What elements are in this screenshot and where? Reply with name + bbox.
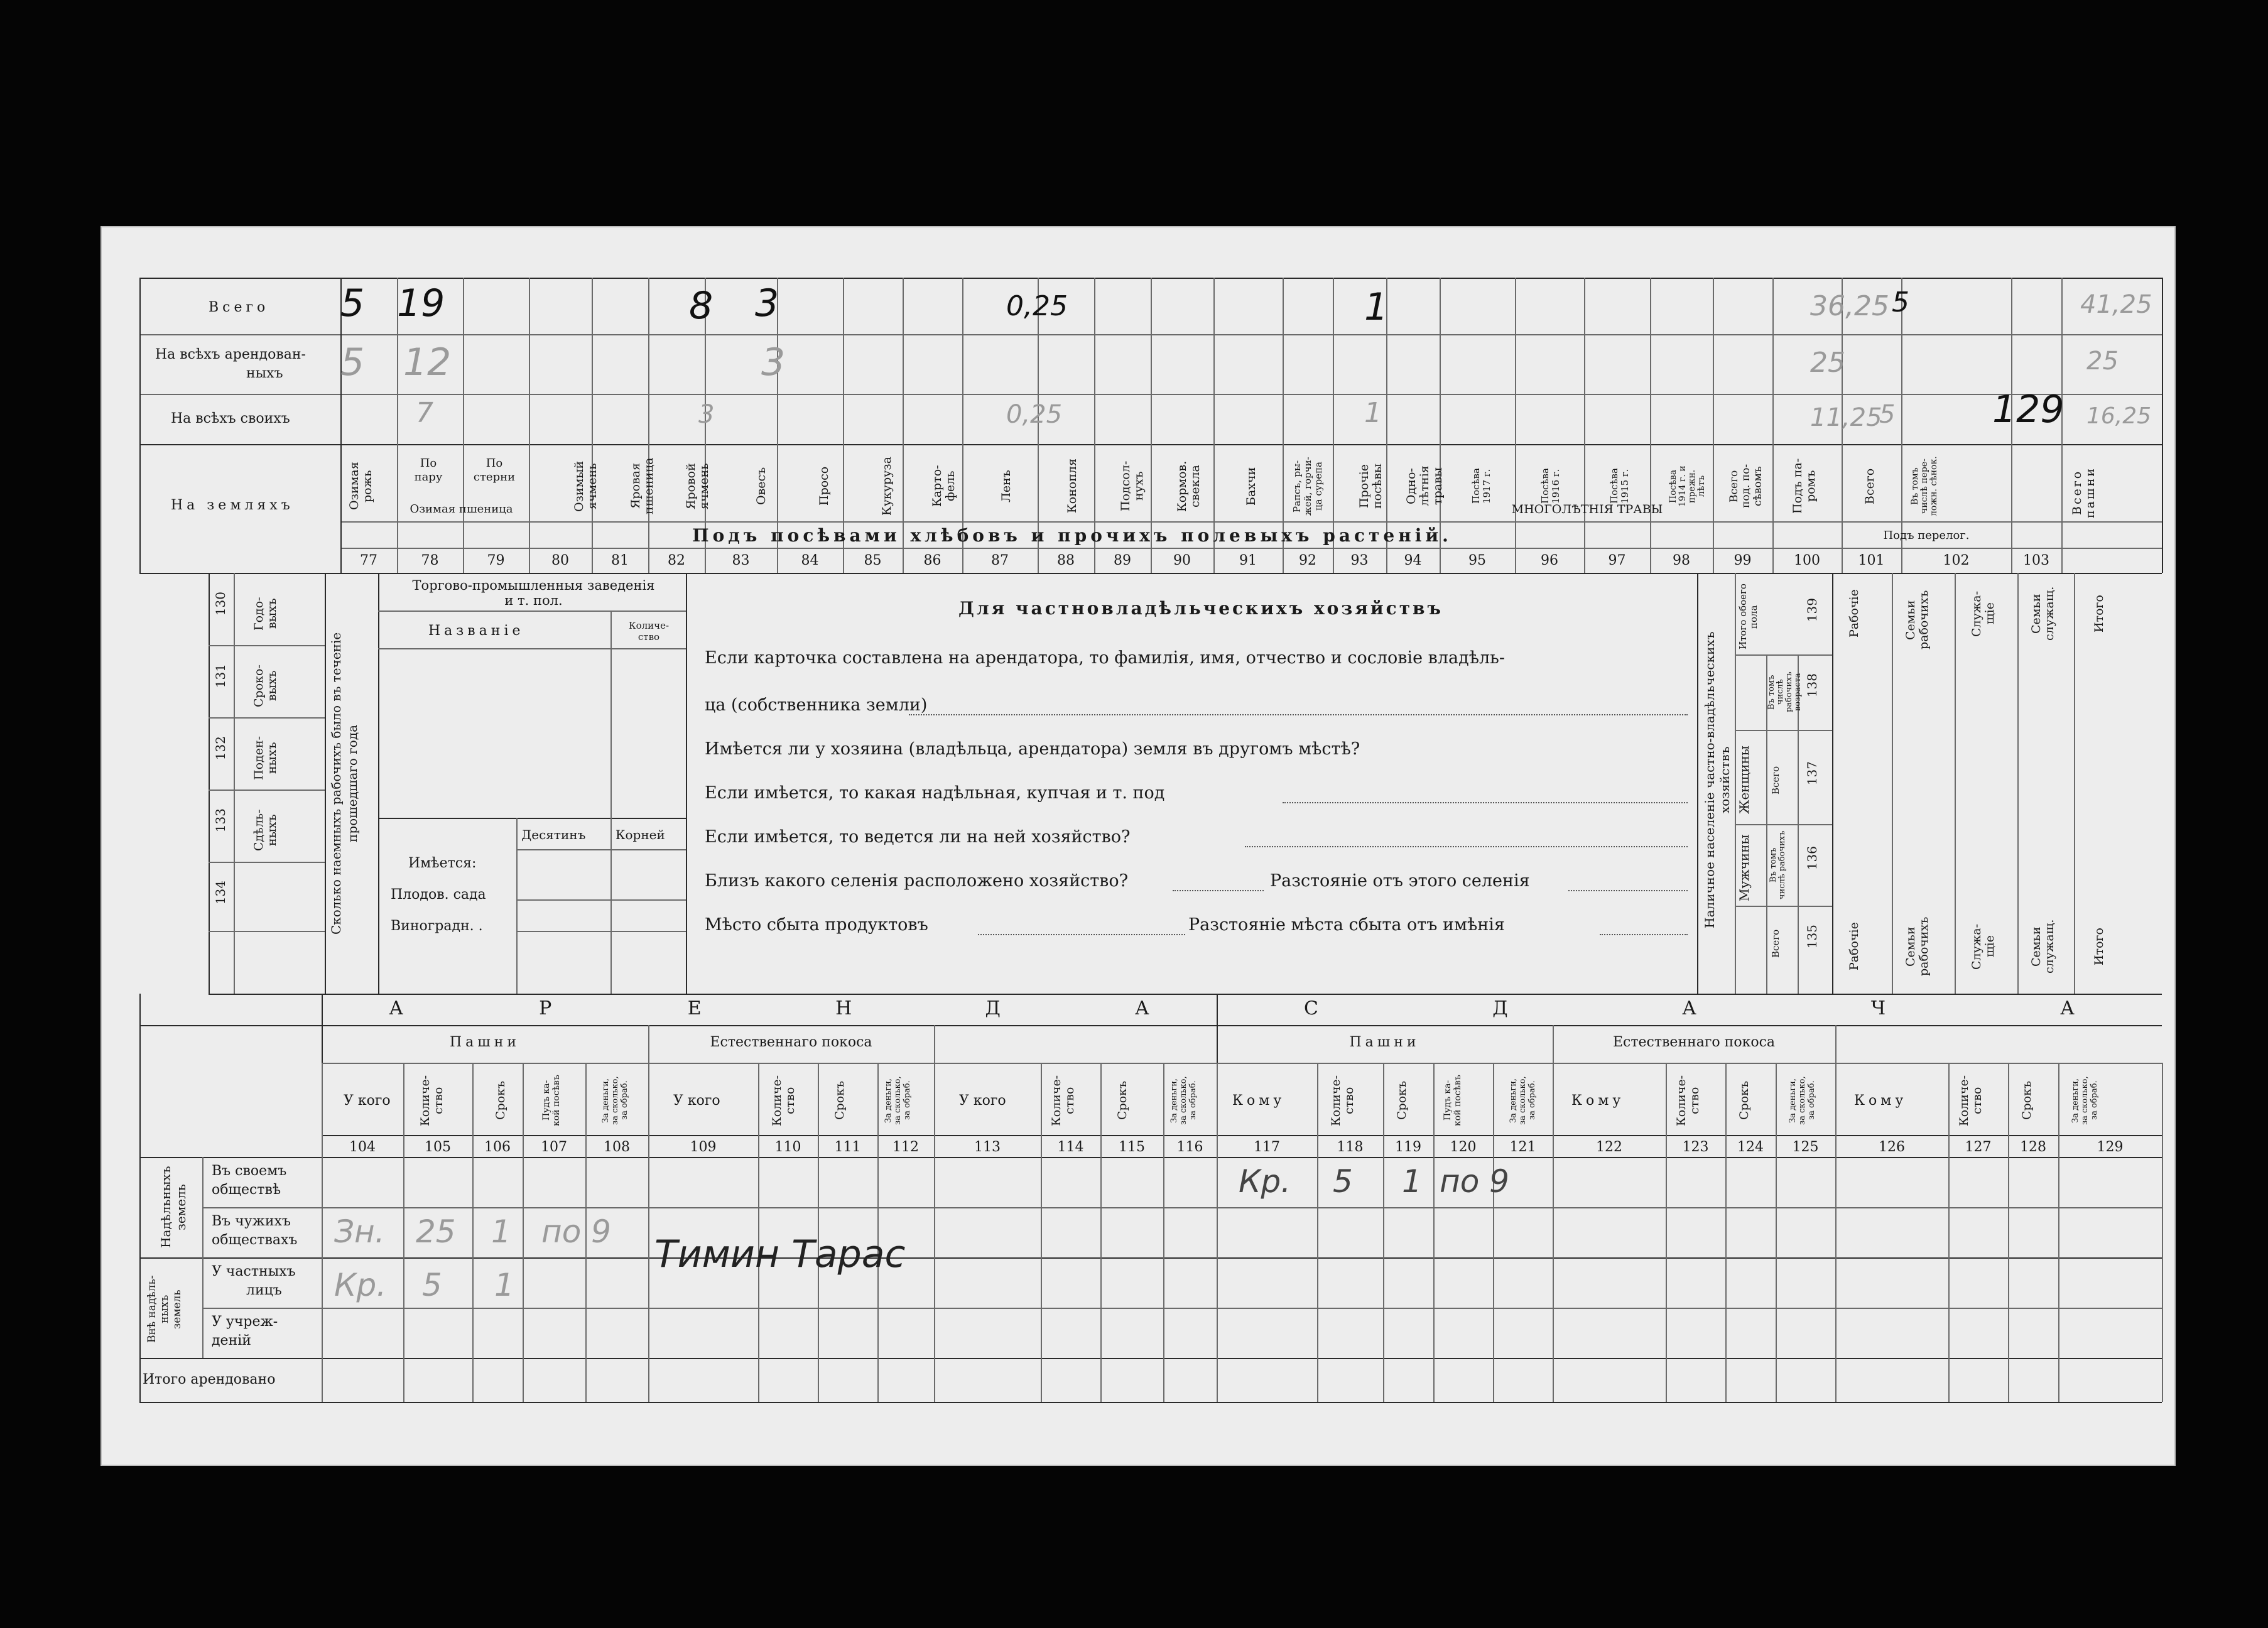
arenda-letter: Д [985, 997, 1001, 1019]
bottom-grid-line [1100, 1063, 1102, 1402]
sdelnyh: Сдѣль- ныхъ [252, 809, 279, 852]
top-column-number: 84 [801, 553, 819, 568]
row-uchrezh-a: У учреж- [212, 1314, 278, 1330]
semi-sluzh-bot: Семьи служащ. [2029, 919, 2056, 974]
hw-vsego-86: 0,25 [1006, 290, 1068, 322]
census-card [100, 226, 2176, 1466]
desyatin: Десятинъ [521, 827, 586, 842]
bottom-column-number: 113 [974, 1139, 1001, 1155]
sdacha-letter: Д [1492, 997, 1508, 1019]
crop-vsego-pashni: Всего пашни [2070, 467, 2097, 518]
row-chuzhih-a: Въ чужихъ [212, 1213, 291, 1229]
top-column-number: 96 [1541, 553, 1558, 568]
n131: 131 [213, 664, 228, 688]
srok-128: Срокъ [2020, 1080, 2034, 1121]
top-column-number: 89 [1114, 553, 1131, 568]
crop-po-paru: По пару [414, 457, 443, 484]
rabochie-bot: Рабочіе [1847, 922, 1861, 971]
bottom-grid-line [1835, 1063, 1837, 1402]
hw-vsego-99: 36,25 [1810, 290, 1889, 322]
top-column-number: 102 [1943, 553, 1970, 568]
n138: 138 [1804, 673, 1820, 698]
srok-124: Срокъ [1737, 1080, 1751, 1121]
crop-perelog-v-tom: Въ томъ числѣ пере- ложн. сѣнок. [1910, 456, 1939, 516]
bottom-grid-line [403, 1063, 404, 1402]
estestv-sdacha: Естественнаго покоса [1612, 1034, 1776, 1050]
bottom-grid-line [1317, 1063, 1318, 1402]
sdacha-letter: А [1682, 997, 1696, 1019]
crop-bahchi: Бахчи [1244, 467, 1258, 506]
za-dengi-121: За деньги, за сколько, за обраб. [1509, 1076, 1537, 1125]
bottom-column-number: 114 [1057, 1139, 1084, 1155]
crop-pod-parom: Подъ па- ромъ [1791, 458, 1818, 514]
crop-yarovaya-pshenica: Яровая пшеница [629, 457, 656, 515]
bottom-grid-line [1041, 1063, 1042, 1402]
center-l4: Если имѣется, то какая надѣльная, купчая и т. под [705, 783, 1165, 803]
n130: 130 [213, 592, 228, 616]
top-column-number: 87 [991, 553, 1009, 568]
hw-vsego-82: 3 [755, 281, 779, 325]
crop-po-sterni: По стерни [473, 457, 516, 484]
hw-svoih-86: 0,25 [1006, 400, 1063, 429]
top-column-number: 101 [1858, 553, 1885, 568]
bottom-grid-line [322, 1063, 323, 1402]
godovyh: Годо- выхъ [252, 597, 279, 631]
top-column-number: 81 [611, 553, 629, 568]
top-column-number: 103 [2023, 553, 2049, 568]
komu-2: Кому [1571, 1093, 1625, 1109]
bottom-column-number: 108 [604, 1139, 630, 1155]
top-column-number: 86 [923, 553, 941, 568]
hw-arend-99: 25 [1810, 347, 1845, 379]
top-column-number: 98 [1673, 553, 1690, 568]
srok-111: Срокъ [833, 1080, 847, 1121]
bottom-grid-line [1948, 1063, 1950, 1402]
top-column-number: 88 [1057, 553, 1075, 568]
top-column-number: 92 [1299, 553, 1316, 568]
muzhchiny: Мужчины [1737, 834, 1752, 902]
top-grid-line [139, 278, 141, 573]
kolich-118: Количе- ство [1329, 1075, 1356, 1126]
center-l6a: Близъ какого селенія расположено хозяйство? [705, 871, 1129, 891]
bottom-column-number: 105 [425, 1139, 451, 1155]
v-tom-muzh: Въ томъ числѣ рабочихъ [1769, 830, 1787, 899]
hw-vsego-77: 5 [340, 281, 365, 325]
semi-rabochih-top: Семьи рабочихъ [1904, 590, 1931, 650]
crop-podsolnuh: Подсол- нухъ [1119, 460, 1146, 512]
nalichnoe-naselenie: Наличное населеніе частно-владѣльческихъ хозяйствъ [1702, 631, 1732, 929]
hw-ar-row2-qty: 25 [416, 1213, 456, 1250]
bottom-column-number: 106 [484, 1139, 511, 1155]
bottom-grid-line [2058, 1063, 2059, 1402]
sluzhashie-top: Служа- щіе [1970, 590, 1997, 637]
top-column-number: 82 [668, 553, 685, 568]
bottom-column-number: 122 [1596, 1139, 1622, 1155]
n134: 134 [213, 881, 228, 905]
crop-ozimaya-pshenica: Озимая пшеница [410, 502, 513, 516]
bottom-column-number: 129 [2097, 1139, 2124, 1155]
crop-ozimy-yachmen: Озимый ячмень [572, 460, 599, 512]
row-chastnyh-a: У частныхъ [212, 1264, 296, 1279]
srok-119: Срокъ [1395, 1080, 1409, 1121]
hw-svoih-103: 16,25 [2086, 403, 2152, 429]
bottom-grid-line [1553, 1063, 1554, 1402]
crop-kormov-svekla: Кормов. свекла [1175, 460, 1202, 512]
hw-arend-82: 3 [761, 340, 786, 384]
bottom-column-number: 104 [349, 1139, 376, 1155]
hw-vsego-81: 8 [689, 284, 713, 328]
top-column-number: 85 [864, 553, 882, 568]
rabochie-top: Рабочіе [1847, 589, 1861, 638]
row-svoem-a: Въ своемъ [212, 1163, 287, 1179]
crop-ozimaya-rozh: Озимая рожь [347, 462, 374, 511]
hw-svoih-78: 7 [416, 397, 433, 429]
row-na-zemlyah: На земляхъ [171, 497, 294, 513]
n132: 132 [213, 736, 228, 761]
center-l3: Имѣется ли у хозяина (владѣльца, арендатора) земля въ другомъ мѣстѣ? [705, 739, 1360, 759]
nadelnyh-zemel: Надѣльныхъ земель [158, 1166, 188, 1249]
kolich-127: Количе- ство [1957, 1075, 1984, 1126]
za-dengi-112: За деньги, за сколько, за обраб. [884, 1076, 912, 1125]
sdacha-letter: А [2060, 997, 2075, 1019]
pashni-arenda: Пашни [449, 1034, 521, 1050]
bottom-column-number: 117 [1254, 1139, 1280, 1155]
bottom-column-number: 125 [1792, 1139, 1819, 1155]
bottom-grid-line [648, 1063, 649, 1402]
bottom-column-number: 126 [1879, 1139, 1905, 1155]
hw-ar-row3-term: 1 [494, 1267, 514, 1303]
crop-poseva-1915: Посѣва 1915 г. [1609, 468, 1630, 504]
plodov-sada: Плодов. сада [391, 887, 486, 903]
center-l2: ца (собственника земли) [705, 695, 928, 715]
bottom-grid-line [934, 1063, 935, 1402]
bottom-grid-line [1433, 1063, 1435, 1402]
bottom-column-number: 123 [1682, 1139, 1709, 1155]
hw-arend-103: 25 [2086, 347, 2119, 376]
hw-ar-name: Тимин Тарас [654, 1232, 906, 1276]
semi-sluzh-top: Семьи служащ. [2029, 586, 2056, 641]
pud-107: Пудъ ка- кой посѣвъ [541, 1075, 562, 1126]
center-l7a: Мѣсто сбыта продуктовъ [705, 915, 928, 935]
crop-oves: Овесъ [754, 467, 768, 506]
n135: 135 [1804, 925, 1820, 949]
top-column-number: 94 [1404, 553, 1422, 568]
srokovyh: Сроко- выхъ [252, 665, 279, 707]
crop-odnoletnie: Одно- лѣтнія травы [1404, 465, 1445, 507]
kolich-114: Количе- ство [1050, 1075, 1077, 1126]
bottom-column-number: 121 [1509, 1139, 1536, 1155]
center-title: Для частновладѣльческихъ хозяйствъ [958, 598, 1443, 619]
top-column-number: 79 [487, 553, 505, 568]
crop-proso: Просо [817, 466, 831, 506]
bottom-grid-line [2162, 1063, 2163, 1402]
komu-1: Кому [1232, 1093, 1286, 1109]
hw-ar-row2-pay: по 9 [541, 1213, 611, 1250]
itogo-top: Итого [2092, 595, 2106, 632]
center-l5: Если имѣется, то ведется ли на ней хозяйство? [705, 827, 1131, 847]
u-kogo-3: У кого [959, 1093, 1006, 1109]
za-dengi-129: За деньги, за сколько, за обраб. [2071, 1076, 2099, 1125]
n137: 137 [1804, 761, 1820, 786]
hw-ar-row2-who: Зн. [334, 1213, 385, 1250]
bottom-column-number: 118 [1337, 1139, 1364, 1155]
row-vsego: Всего [209, 300, 269, 315]
itogo-oboego: Итого обоего пола [1737, 583, 1759, 650]
top-column-number: 83 [732, 553, 750, 568]
band-label: Подъ посѣвами хлѣбовъ и прочихъ полевыхъ растеній. [692, 525, 1452, 546]
bottom-column-number: 128 [2020, 1139, 2046, 1155]
bottom-grid-line [1217, 1063, 1218, 1402]
top-column-number: 91 [1239, 553, 1257, 568]
crop-yarovoy-yachmen: Яровой ячмень [684, 463, 711, 509]
bottom-column-number: 115 [1119, 1139, 1145, 1155]
top-column-number: 97 [1608, 553, 1626, 568]
bottom-column-number: 109 [690, 1139, 717, 1155]
za-dengi-125: За деньги, за сколько, за обраб. [1788, 1076, 1816, 1125]
workers-label: Сколько наемныхъ рабочихъ было въ теченіе прошедшаго года [328, 632, 360, 935]
bottom-column-number: 119 [1395, 1139, 1421, 1155]
crop-poseva-1916: Посѣва 1916 г. [1539, 468, 1561, 504]
row-uchrezh-b: деній [212, 1333, 251, 1349]
bottom-column-number: 124 [1737, 1139, 1764, 1155]
srok-115: Срокъ [1115, 1080, 1129, 1121]
hw-vsego-100: 5 [1892, 286, 1909, 318]
hw-sdacha-who: Кр. [1239, 1163, 1291, 1200]
sdacha-letter: С [1304, 997, 1318, 1019]
bottom-grid-line [472, 1063, 474, 1402]
sluzhashie-bot: Служа- щіе [1970, 923, 1997, 970]
hw-arend-77: 5 [340, 340, 365, 384]
semi-rabochih-bot: Семьи рабочихъ [1904, 916, 1931, 977]
itogo-bot: Итого [2092, 928, 2106, 965]
top-column-number: 93 [1350, 553, 1369, 568]
bottom-grid-line [523, 1063, 524, 1402]
imeetsya: Имѣется: [408, 855, 477, 871]
hw-svoih-100: 5 [1879, 400, 1896, 429]
u-kogo-1: У кого [344, 1093, 391, 1109]
hw-svoih-101: 129 [1992, 388, 2065, 431]
top-column-number: 95 [1468, 553, 1486, 568]
arenda-letter: Р [539, 997, 552, 1019]
hw-vsego-103: 41,25 [2080, 290, 2152, 319]
arenda-letter: Н [835, 997, 852, 1019]
vinogradn: Виноградн. . [391, 918, 483, 934]
top-column-number: 77 [360, 553, 377, 568]
top-grid-line [2162, 278, 2163, 573]
crop-perelog-vsego: Всего [1863, 468, 1877, 504]
arenda-letter: А [1134, 997, 1149, 1019]
bottom-column-number: 120 [1450, 1139, 1477, 1155]
crop-raps: Рапсъ, ры- жей, горчи- ца сурепа [1291, 457, 1324, 516]
bottom-grid-line [1163, 1063, 1164, 1402]
bottom-grid-line [1493, 1063, 1494, 1402]
podennyh: Поден- ныхъ [252, 735, 279, 781]
pud-120: Пудъ ка- кой посѣвъ [1443, 1075, 1463, 1126]
row-itogo-arendovano: Итого арендовано [143, 1372, 276, 1387]
vsego-zhen: Всего [1770, 766, 1781, 795]
bottom-column-number: 127 [1965, 1139, 1992, 1155]
bottom-column-number: 112 [893, 1139, 919, 1155]
arenda-letter: Е [687, 997, 702, 1019]
n139: 139 [1804, 598, 1820, 622]
top-column-number: 80 [551, 553, 569, 568]
bottom-column-number: 111 [834, 1139, 861, 1155]
hw-svoih-82: 3 [698, 400, 715, 429]
hw-ar-row3-qty: 5 [422, 1267, 442, 1303]
hw-sdacha-pay: по 9 [1440, 1163, 1509, 1200]
vsego-muzh: Всего [1770, 929, 1781, 958]
n133: 133 [213, 808, 228, 833]
komu-3: Кому [1854, 1093, 1907, 1109]
top-column-number: 99 [1734, 553, 1752, 568]
v-tom-itogo: Въ томъ числѣ рабочихъ возраста [1767, 671, 1803, 713]
vne-nadelnyh: Внѣ надѣль- ныхъ земель [146, 1275, 183, 1343]
bottom-grid-line [1725, 1063, 1727, 1402]
bottom-column-number: 116 [1176, 1139, 1203, 1155]
row-svoih: На всѣхъ своихъ [171, 411, 290, 426]
torg-header-1: Торгово-промышленныя заведенія [412, 578, 655, 593]
bottom-column-number: 110 [774, 1139, 801, 1155]
row-chuzhih-b: обществахъ [212, 1232, 298, 1248]
row-arend-2: ныхъ [246, 366, 283, 381]
kolich-123: Количе- ство [1674, 1075, 1701, 1126]
bottom-grid-line [1776, 1063, 1777, 1402]
perelog-header: Подъ перелог. [1883, 529, 1970, 542]
n136: 136 [1804, 846, 1820, 871]
korney: Корней [616, 827, 665, 842]
za-dengi-108: За деньги, за сколько, за обраб. [601, 1076, 629, 1125]
hw-vsego-78: 19 [397, 281, 445, 325]
hw-sdacha-qty: 5 [1333, 1163, 1353, 1200]
crop-vsego-posevom: Всего под. по- сѣвомъ [1728, 464, 1764, 509]
row-chastnyh-b: лицъ [246, 1283, 282, 1298]
crop-poseva-1917: Посѣва 1917 г. [1470, 468, 1492, 504]
hw-ar-row2-term: 1 [491, 1213, 511, 1250]
center-l7b: Разстояніе мѣста сбыта отъ имѣнія [1188, 915, 1505, 935]
hw-svoih-99: 11,25 [1810, 403, 1882, 432]
torg-header-2: и т. пол. [504, 593, 563, 608]
nazvanie: Названіе [428, 623, 524, 639]
top-column-number: 90 [1173, 553, 1191, 568]
estestv-arenda: Естественнаго покоса [710, 1034, 872, 1050]
sdacha-letter: Ч [1870, 997, 1886, 1019]
kolichestvo-torg: Количе- ство [628, 620, 670, 643]
crop-len: Ленъ [999, 470, 1013, 502]
hw-ar-row3-who: Кр. [334, 1267, 387, 1303]
pashni-sdacha: Пашни [1349, 1034, 1420, 1050]
hw-vsego-92: 1 [1364, 285, 1389, 329]
hw-arend-78: 12 [403, 340, 452, 384]
za-dengi-116: За деньги, за сколько, за обраб. [1169, 1076, 1198, 1125]
kolich-110: Количе- ство [770, 1075, 797, 1126]
bottom-grid-line [2008, 1063, 2009, 1402]
crop-konoplya: Конопля [1065, 459, 1079, 514]
crop-kukuruza: Кукуруза [880, 457, 894, 516]
arenda-letter: А [389, 997, 404, 1019]
row-svoem-b: обществѣ [212, 1182, 281, 1198]
mnogoletnie-header: МНОГОЛѢТНІЯ ТРАВЫ [1511, 502, 1663, 516]
bottom-grid-line [1666, 1063, 1667, 1402]
zhenshiny: Женщины [1737, 746, 1752, 815]
crop-poseva-1914: Посѣва 1914 г. и прежн. лѣтъ [1668, 465, 1706, 507]
srok-106: Срокъ [494, 1080, 507, 1121]
kolich-105: Количе- ство [418, 1075, 445, 1126]
bottom-column-number: 107 [541, 1139, 567, 1155]
bottom-grid-line [1383, 1063, 1384, 1402]
top-column-number: 100 [1794, 553, 1820, 568]
crop-prochie: Прочіе посѣвы [1357, 463, 1384, 509]
crop-kartofel: Карто- фель [930, 465, 957, 507]
hw-sdacha-term: 1 [1402, 1163, 1422, 1200]
center-l6b: Разстояніе отъ этого селенія [1270, 871, 1530, 891]
top-column-number: 78 [421, 553, 439, 568]
center-l1: Если карточка составлена на арендатора, то фамилія, имя, отчество и сословіе владѣль- [705, 648, 1505, 668]
row-arend-1: На всѣхъ арендован- [155, 347, 306, 362]
u-kogo-2: У кого [673, 1093, 720, 1109]
hw-svoih-92: 1 [1364, 397, 1382, 429]
